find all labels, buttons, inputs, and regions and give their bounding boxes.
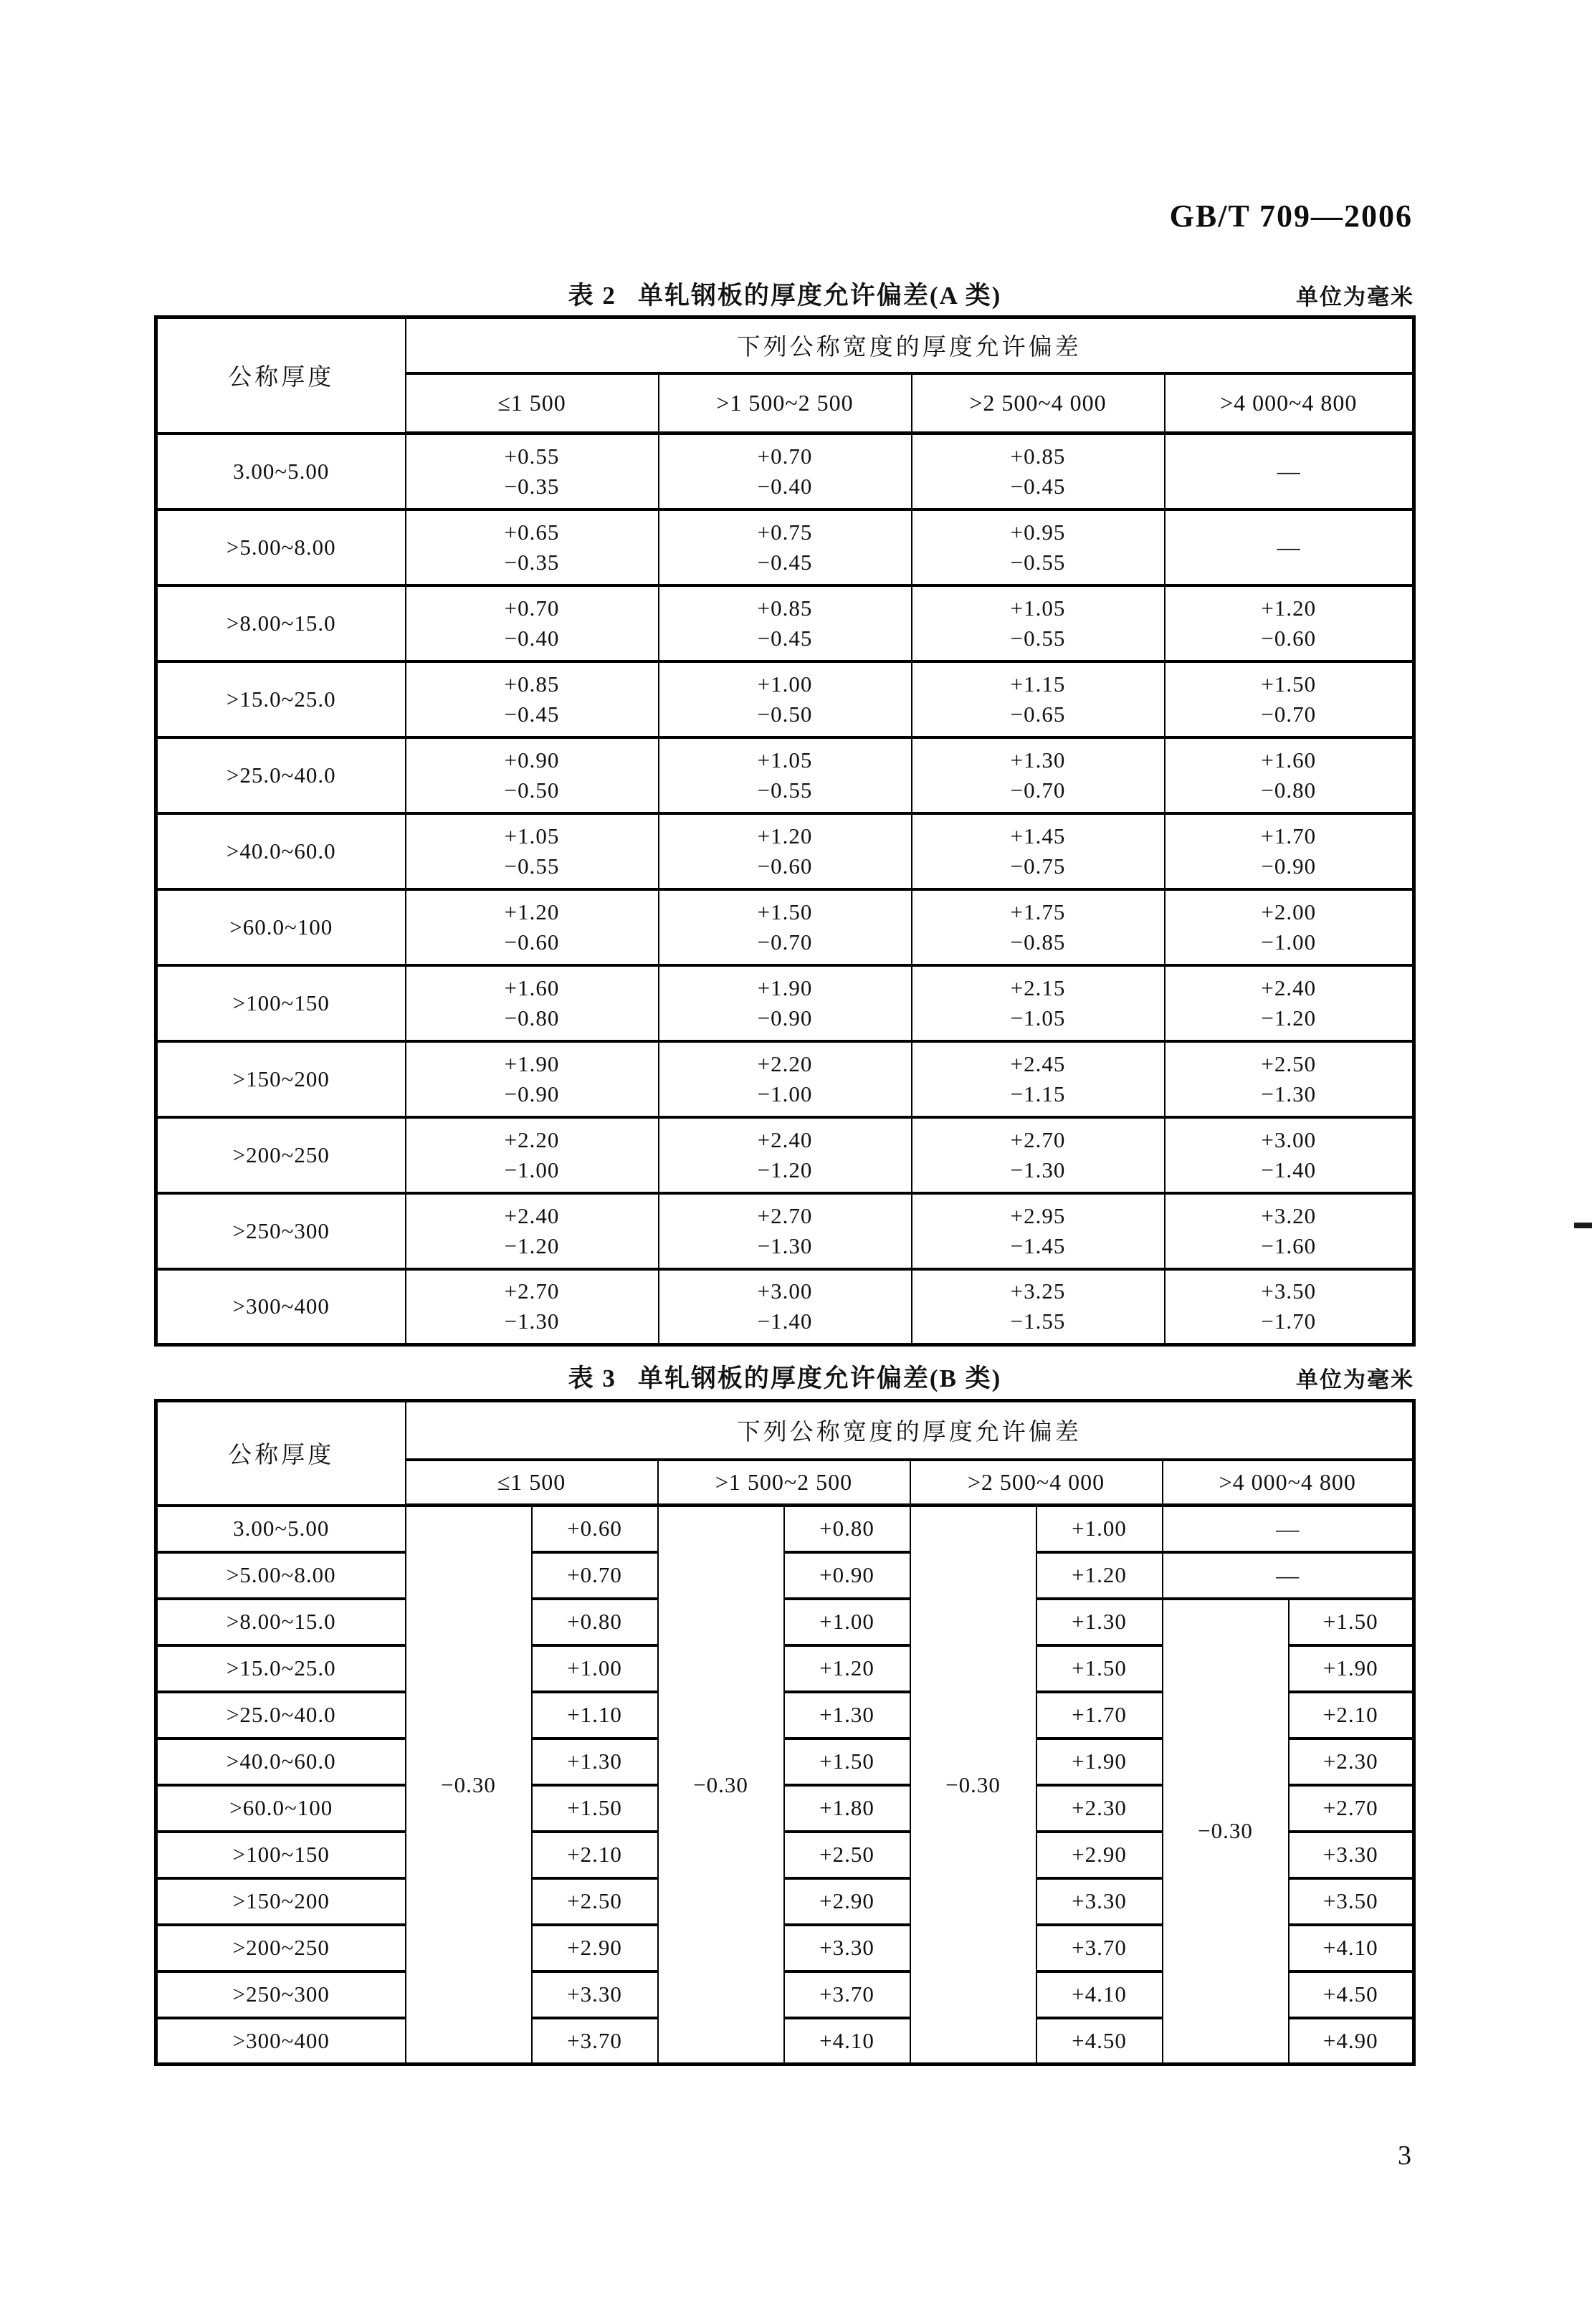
minus-tolerance: −1.20 bbox=[1261, 1005, 1317, 1031]
thickness-range: >5.00~8.00 bbox=[156, 1552, 406, 1599]
tolerance-cell bbox=[406, 434, 659, 510]
table3-caption-title: 单轧钢板的厚度允许偏差(B 类) bbox=[637, 1364, 1002, 1392]
table3-thickness-tolerance-class-b bbox=[154, 1399, 1416, 2066]
table2-thickness-tolerance-class-a bbox=[154, 315, 1416, 1347]
minus-tolerance: −0.45 bbox=[757, 549, 813, 575]
plus-tolerance: +1.30 bbox=[1010, 747, 1066, 773]
thickness-range: >150~200 bbox=[156, 1041, 406, 1117]
plus-tolerance-cell: +1.00 bbox=[784, 1599, 910, 1645]
plus-tolerance-cell: +1.30 bbox=[532, 1739, 658, 1785]
margin-mark bbox=[1574, 1223, 1592, 1228]
plus-tolerance: +2.40 bbox=[504, 1202, 560, 1228]
empty-tolerance-cell: — bbox=[1165, 434, 1414, 510]
tolerance-cell bbox=[912, 661, 1165, 737]
minus-tolerance: −0.50 bbox=[504, 777, 560, 803]
minus-tolerance: −0.90 bbox=[757, 1005, 813, 1031]
thickness-range: >100~150 bbox=[156, 965, 406, 1041]
minus-tolerance: −0.45 bbox=[757, 625, 813, 651]
table3-header-row-1 bbox=[156, 1401, 1414, 1460]
tolerance-cell bbox=[659, 585, 912, 661]
table3-thickness-header: 公称厚度 bbox=[156, 1401, 406, 1506]
plus-tolerance: +0.85 bbox=[1010, 443, 1066, 469]
table2-row bbox=[156, 813, 1414, 889]
table2-caption-row bbox=[154, 276, 1416, 310]
tolerance-cell bbox=[659, 510, 912, 585]
minus-tolerance: −0.45 bbox=[504, 701, 560, 727]
tolerance-cell bbox=[912, 965, 1165, 1041]
plus-tolerance-cell: +2.90 bbox=[784, 1878, 910, 1925]
tolerance-cell bbox=[659, 1117, 912, 1193]
minus-tolerance-cell: −0.30 bbox=[1163, 1599, 1289, 2065]
plus-tolerance-cell: +3.70 bbox=[784, 1971, 910, 2018]
plus-tolerance-cell: +1.30 bbox=[1036, 1599, 1163, 1645]
table2-row bbox=[156, 1041, 1414, 1117]
minus-tolerance: −0.35 bbox=[504, 549, 560, 575]
minus-tolerance: −1.30 bbox=[1010, 1157, 1066, 1182]
plus-tolerance-cell: +1.50 bbox=[1289, 1599, 1414, 1645]
minus-tolerance: −0.55 bbox=[504, 853, 560, 879]
tolerance-cell bbox=[406, 813, 659, 889]
thickness-range: >300~400 bbox=[156, 1269, 406, 1345]
minus-tolerance: −1.05 bbox=[1010, 1005, 1066, 1031]
plus-tolerance: +1.20 bbox=[1261, 595, 1317, 621]
table2-span-header: 下列公称宽度的厚度允许偏差 bbox=[406, 317, 1414, 373]
minus-tolerance: −1.00 bbox=[757, 1081, 813, 1106]
plus-tolerance-cell: +2.90 bbox=[1036, 1832, 1163, 1878]
plus-tolerance: +2.70 bbox=[1010, 1127, 1066, 1152]
plus-tolerance-cell: +1.50 bbox=[784, 1739, 910, 1785]
tolerance-cell bbox=[1165, 1117, 1414, 1193]
minus-tolerance: −1.40 bbox=[757, 1309, 813, 1334]
table2-caption-title: 单轧钢板的厚度允许偏差(A 类) bbox=[637, 282, 1002, 310]
tolerance-cell bbox=[406, 585, 659, 661]
plus-tolerance: +1.90 bbox=[504, 1051, 560, 1076]
table2-row bbox=[156, 1193, 1414, 1269]
plus-tolerance-cell: +0.80 bbox=[784, 1506, 910, 1552]
plus-tolerance-cell: +2.50 bbox=[532, 1878, 658, 1925]
plus-tolerance: +0.75 bbox=[757, 519, 813, 545]
thickness-range: >300~400 bbox=[156, 2018, 406, 2065]
thickness-range: >200~250 bbox=[156, 1117, 406, 1193]
minus-tolerance: −0.40 bbox=[504, 625, 560, 651]
plus-tolerance-cell: +3.30 bbox=[1289, 1832, 1414, 1878]
plus-tolerance-cell: +1.50 bbox=[532, 1785, 658, 1832]
minus-tolerance: −0.80 bbox=[1261, 777, 1317, 803]
tolerance-cell bbox=[912, 510, 1165, 585]
thickness-range: >40.0~60.0 bbox=[156, 813, 406, 889]
minus-tolerance: −0.60 bbox=[757, 853, 813, 879]
table2-header-row-1 bbox=[156, 317, 1414, 373]
table2-caption bbox=[568, 276, 1002, 312]
plus-tolerance-cell: +2.90 bbox=[532, 1925, 658, 1971]
empty-tolerance-cell: — bbox=[1163, 1552, 1414, 1599]
minus-tolerance: −1.20 bbox=[757, 1157, 813, 1182]
tolerance-cell bbox=[659, 813, 912, 889]
minus-tolerance: −1.20 bbox=[504, 1233, 560, 1258]
plus-tolerance: +0.65 bbox=[504, 519, 560, 545]
thickness-range: >60.0~100 bbox=[156, 889, 406, 965]
thickness-range: >25.0~40.0 bbox=[156, 737, 406, 813]
tolerance-cell bbox=[912, 737, 1165, 813]
thickness-range: >25.0~40.0 bbox=[156, 1692, 406, 1739]
tolerance-cell bbox=[659, 1193, 912, 1269]
plus-tolerance: +2.00 bbox=[1261, 899, 1317, 924]
minus-tolerance: −1.00 bbox=[504, 1157, 560, 1182]
tolerance-cell bbox=[1165, 813, 1414, 889]
plus-tolerance: +3.00 bbox=[1261, 1127, 1317, 1152]
plus-tolerance: +0.70 bbox=[504, 595, 560, 621]
plus-tolerance-cell: +4.10 bbox=[1289, 1925, 1414, 1971]
plus-tolerance-cell: +1.90 bbox=[1036, 1739, 1163, 1785]
tolerance-cell bbox=[1165, 1041, 1414, 1117]
thickness-range: >60.0~100 bbox=[156, 1785, 406, 1832]
minus-tolerance: −0.85 bbox=[1010, 929, 1066, 955]
plus-tolerance-cell: +3.50 bbox=[1289, 1878, 1414, 1925]
table2-row bbox=[156, 965, 1414, 1041]
empty-tolerance-cell: — bbox=[1165, 510, 1414, 585]
plus-tolerance-cell: +2.30 bbox=[1036, 1785, 1163, 1832]
table2-row bbox=[156, 585, 1414, 661]
table3-body bbox=[156, 1506, 1414, 2065]
thickness-range: >15.0~25.0 bbox=[156, 1645, 406, 1692]
minus-tolerance: −0.90 bbox=[1261, 853, 1317, 879]
plus-tolerance: +0.85 bbox=[504, 671, 560, 697]
plus-tolerance-cell: +4.10 bbox=[784, 2018, 910, 2065]
tolerance-cell bbox=[912, 1193, 1165, 1269]
table3-caption bbox=[568, 1359, 1002, 1395]
plus-tolerance: +1.05 bbox=[1010, 595, 1066, 621]
minus-tolerance: −0.70 bbox=[757, 929, 813, 955]
tolerance-cell bbox=[1165, 965, 1414, 1041]
plus-tolerance-cell: +3.30 bbox=[1036, 1878, 1163, 1925]
table2-body bbox=[156, 434, 1414, 1345]
tolerance-cell bbox=[912, 1269, 1165, 1345]
tolerance-cell bbox=[912, 585, 1165, 661]
plus-tolerance-cell: +3.30 bbox=[784, 1925, 910, 1971]
tolerance-cell bbox=[659, 434, 912, 510]
plus-tolerance: +1.15 bbox=[1010, 671, 1066, 697]
tolerance-cell bbox=[659, 965, 912, 1041]
thickness-range: >200~250 bbox=[156, 1925, 406, 1971]
plus-tolerance: +0.90 bbox=[504, 747, 560, 773]
tolerance-cell bbox=[912, 434, 1165, 510]
minus-tolerance-cell: −0.30 bbox=[406, 1506, 532, 2065]
tolerance-cell bbox=[406, 1193, 659, 1269]
thickness-range: >150~200 bbox=[156, 1878, 406, 1925]
plus-tolerance-cell: +0.70 bbox=[532, 1552, 658, 1599]
plus-tolerance: +3.50 bbox=[1261, 1278, 1317, 1304]
minus-tolerance: −0.80 bbox=[504, 1005, 560, 1031]
table2-row bbox=[156, 889, 1414, 965]
minus-tolerance: −1.40 bbox=[1261, 1157, 1317, 1182]
plus-tolerance: +0.85 bbox=[757, 595, 813, 621]
table3-row bbox=[156, 1552, 1414, 1599]
tolerance-cell bbox=[659, 889, 912, 965]
table2-unit-note: 单位为毫米 bbox=[1296, 284, 1414, 310]
minus-tolerance: −0.60 bbox=[1261, 625, 1317, 651]
empty-tolerance-cell: — bbox=[1163, 1506, 1414, 1552]
minus-tolerance: −0.90 bbox=[504, 1081, 560, 1106]
minus-tolerance: −1.15 bbox=[1010, 1081, 1066, 1106]
minus-tolerance: −1.45 bbox=[1010, 1233, 1066, 1258]
plus-tolerance: +1.60 bbox=[1261, 747, 1317, 773]
table3-caption-label: 表 3 bbox=[568, 1364, 616, 1392]
tolerance-cell bbox=[406, 1041, 659, 1117]
thickness-range: 3.00~5.00 bbox=[156, 434, 406, 510]
tolerance-cell bbox=[1165, 1193, 1414, 1269]
table2-row bbox=[156, 434, 1414, 510]
minus-tolerance: −1.70 bbox=[1261, 1309, 1317, 1334]
plus-tolerance: +1.00 bbox=[757, 671, 813, 697]
tolerance-cell bbox=[406, 889, 659, 965]
tolerance-cell bbox=[406, 1117, 659, 1193]
tolerance-cell bbox=[1165, 1269, 1414, 1345]
plus-tolerance: +3.25 bbox=[1010, 1278, 1066, 1304]
thickness-range: 3.00~5.00 bbox=[156, 1506, 406, 1552]
tolerance-cell bbox=[406, 1269, 659, 1345]
minus-tolerance: −1.30 bbox=[757, 1233, 813, 1258]
plus-tolerance-cell: +4.50 bbox=[1289, 1971, 1414, 2018]
tolerance-cell bbox=[406, 737, 659, 813]
thickness-range: >40.0~60.0 bbox=[156, 1739, 406, 1785]
plus-tolerance: +2.20 bbox=[504, 1127, 560, 1152]
plus-tolerance-cell: +0.60 bbox=[532, 1506, 658, 1552]
plus-tolerance-cell: +1.20 bbox=[784, 1645, 910, 1692]
minus-tolerance: −1.30 bbox=[504, 1309, 560, 1334]
table3-row bbox=[156, 1506, 1414, 1552]
table2-row bbox=[156, 661, 1414, 737]
plus-tolerance: +2.50 bbox=[1261, 1051, 1317, 1076]
tolerance-cell bbox=[1165, 661, 1414, 737]
table2-thickness-header: 公称厚度 bbox=[156, 317, 406, 434]
plus-tolerance: +1.45 bbox=[1010, 823, 1066, 848]
plus-tolerance-cell: +1.80 bbox=[784, 1785, 910, 1832]
thickness-range: >250~300 bbox=[156, 1193, 406, 1269]
table3-width-header-3: >2 500~4 000 bbox=[910, 1460, 1163, 1506]
minus-tolerance: −0.55 bbox=[1010, 549, 1066, 575]
minus-tolerance: −0.70 bbox=[1261, 701, 1317, 727]
plus-tolerance: +2.45 bbox=[1010, 1051, 1066, 1076]
plus-tolerance-cell: +1.50 bbox=[1036, 1645, 1163, 1692]
minus-tolerance: −0.40 bbox=[757, 473, 813, 499]
plus-tolerance-cell: +1.70 bbox=[1036, 1692, 1163, 1739]
plus-tolerance-cell: +2.10 bbox=[1289, 1692, 1414, 1739]
table2-width-header-1: ≤1 500 bbox=[406, 373, 659, 434]
tolerance-cell bbox=[1165, 889, 1414, 965]
plus-tolerance: +3.00 bbox=[757, 1278, 813, 1304]
plus-tolerance-cell: +1.30 bbox=[784, 1692, 910, 1739]
plus-tolerance-cell: +0.80 bbox=[532, 1599, 658, 1645]
plus-tolerance-cell: +4.90 bbox=[1289, 2018, 1414, 2065]
thickness-range: >100~150 bbox=[156, 1832, 406, 1878]
table2-width-header-2: >1 500~2 500 bbox=[659, 373, 912, 434]
plus-tolerance: +2.15 bbox=[1010, 975, 1066, 1000]
table3-width-header-1: ≤1 500 bbox=[406, 1460, 658, 1506]
table3-width-header-2: >1 500~2 500 bbox=[658, 1460, 910, 1506]
tolerance-cell bbox=[1165, 585, 1414, 661]
plus-tolerance: +1.05 bbox=[757, 747, 813, 773]
plus-tolerance-cell: +1.90 bbox=[1289, 1645, 1414, 1692]
plus-tolerance: +1.20 bbox=[757, 823, 813, 848]
doc-code: GB/T 709—2006 bbox=[1169, 199, 1413, 234]
plus-tolerance-cell: +4.10 bbox=[1036, 1971, 1163, 2018]
tolerance-cell bbox=[406, 661, 659, 737]
thickness-range: >5.00~8.00 bbox=[156, 510, 406, 585]
plus-tolerance-cell: +0.90 bbox=[784, 1552, 910, 1599]
plus-tolerance: +1.90 bbox=[757, 975, 813, 1000]
plus-tolerance-cell: +2.10 bbox=[532, 1832, 658, 1878]
plus-tolerance: +1.60 bbox=[504, 975, 560, 1000]
table2-row bbox=[156, 1269, 1414, 1345]
minus-tolerance: −1.30 bbox=[1261, 1081, 1317, 1106]
plus-tolerance: +1.05 bbox=[504, 823, 560, 848]
tolerance-cell bbox=[912, 1117, 1165, 1193]
plus-tolerance: +2.40 bbox=[757, 1127, 813, 1152]
tolerance-cell bbox=[1165, 737, 1414, 813]
plus-tolerance-cell: +1.00 bbox=[1036, 1506, 1163, 1552]
minus-tolerance: −0.55 bbox=[757, 777, 813, 803]
plus-tolerance: +2.40 bbox=[1261, 975, 1317, 1000]
plus-tolerance-cell: +1.20 bbox=[1036, 1552, 1163, 1599]
thickness-range: >250~300 bbox=[156, 1971, 406, 2018]
plus-tolerance-cell: +3.30 bbox=[532, 1971, 658, 2018]
plus-tolerance-cell: +3.70 bbox=[1036, 1925, 1163, 1971]
plus-tolerance: +2.70 bbox=[757, 1202, 813, 1228]
thickness-range: >15.0~25.0 bbox=[156, 661, 406, 737]
tolerance-cell bbox=[912, 889, 1165, 965]
table3-caption-row bbox=[154, 1359, 1416, 1393]
minus-tolerance: −0.75 bbox=[1010, 853, 1066, 879]
table3-row bbox=[156, 1599, 1414, 1645]
tolerance-cell bbox=[659, 737, 912, 813]
plus-tolerance: +0.70 bbox=[757, 443, 813, 469]
minus-tolerance: −1.55 bbox=[1010, 1309, 1066, 1334]
tolerance-cell bbox=[912, 1041, 1165, 1117]
plus-tolerance: +3.20 bbox=[1261, 1202, 1317, 1228]
minus-tolerance: −0.45 bbox=[1010, 473, 1066, 499]
table2-width-header-3: >2 500~4 000 bbox=[912, 373, 1165, 434]
table3-width-header-4: >4 000~4 800 bbox=[1163, 1460, 1414, 1506]
plus-tolerance: +0.95 bbox=[1010, 519, 1066, 545]
minus-tolerance: −0.60 bbox=[504, 929, 560, 955]
table2-caption-label: 表 2 bbox=[568, 282, 616, 310]
plus-tolerance: +1.50 bbox=[1261, 671, 1317, 697]
minus-tolerance: −1.00 bbox=[1261, 929, 1317, 955]
plus-tolerance: +1.20 bbox=[504, 899, 560, 924]
plus-tolerance: +2.95 bbox=[1010, 1202, 1066, 1228]
tolerance-cell bbox=[406, 510, 659, 585]
plus-tolerance: +2.70 bbox=[504, 1278, 560, 1304]
tolerance-cell bbox=[659, 1269, 912, 1345]
plus-tolerance: +1.50 bbox=[757, 899, 813, 924]
plus-tolerance: +2.20 bbox=[757, 1051, 813, 1076]
plus-tolerance: +1.70 bbox=[1261, 823, 1317, 848]
plus-tolerance-cell: +1.10 bbox=[532, 1692, 658, 1739]
plus-tolerance-cell: +1.00 bbox=[532, 1645, 658, 1692]
table2-row bbox=[156, 510, 1414, 585]
plus-tolerance-cell: +2.30 bbox=[1289, 1739, 1414, 1785]
tolerance-cell bbox=[659, 1041, 912, 1117]
plus-tolerance: +1.75 bbox=[1010, 899, 1066, 924]
plus-tolerance-cell: +4.50 bbox=[1036, 2018, 1163, 2065]
table3-span-header: 下列公称宽度的厚度允许偏差 bbox=[406, 1401, 1414, 1460]
minus-tolerance: −0.70 bbox=[1010, 777, 1066, 803]
plus-tolerance-cell: +2.70 bbox=[1289, 1785, 1414, 1832]
minus-tolerance: −0.35 bbox=[504, 473, 560, 499]
thickness-range: >8.00~15.0 bbox=[156, 1599, 406, 1645]
plus-tolerance-cell: +2.50 bbox=[784, 1832, 910, 1878]
minus-tolerance-cell: −0.30 bbox=[910, 1506, 1036, 2065]
thickness-range: >8.00~15.0 bbox=[156, 585, 406, 661]
minus-tolerance: −0.55 bbox=[1010, 625, 1066, 651]
minus-tolerance: −1.60 bbox=[1261, 1233, 1317, 1258]
page-number: 3 bbox=[1398, 2141, 1411, 2171]
table2-row bbox=[156, 1117, 1414, 1193]
minus-tolerance-cell: −0.30 bbox=[658, 1506, 784, 2065]
minus-tolerance: −0.50 bbox=[757, 701, 813, 727]
table3-unit-note: 单位为毫米 bbox=[1296, 1367, 1414, 1392]
tolerance-cell bbox=[406, 965, 659, 1041]
table2-width-header-4: >4 000~4 800 bbox=[1165, 373, 1414, 434]
minus-tolerance: −0.65 bbox=[1010, 701, 1066, 727]
table2-row bbox=[156, 737, 1414, 813]
tolerance-cell bbox=[912, 813, 1165, 889]
tolerance-cell bbox=[659, 661, 912, 737]
plus-tolerance: +0.55 bbox=[504, 443, 560, 469]
plus-tolerance-cell: +3.70 bbox=[532, 2018, 658, 2065]
